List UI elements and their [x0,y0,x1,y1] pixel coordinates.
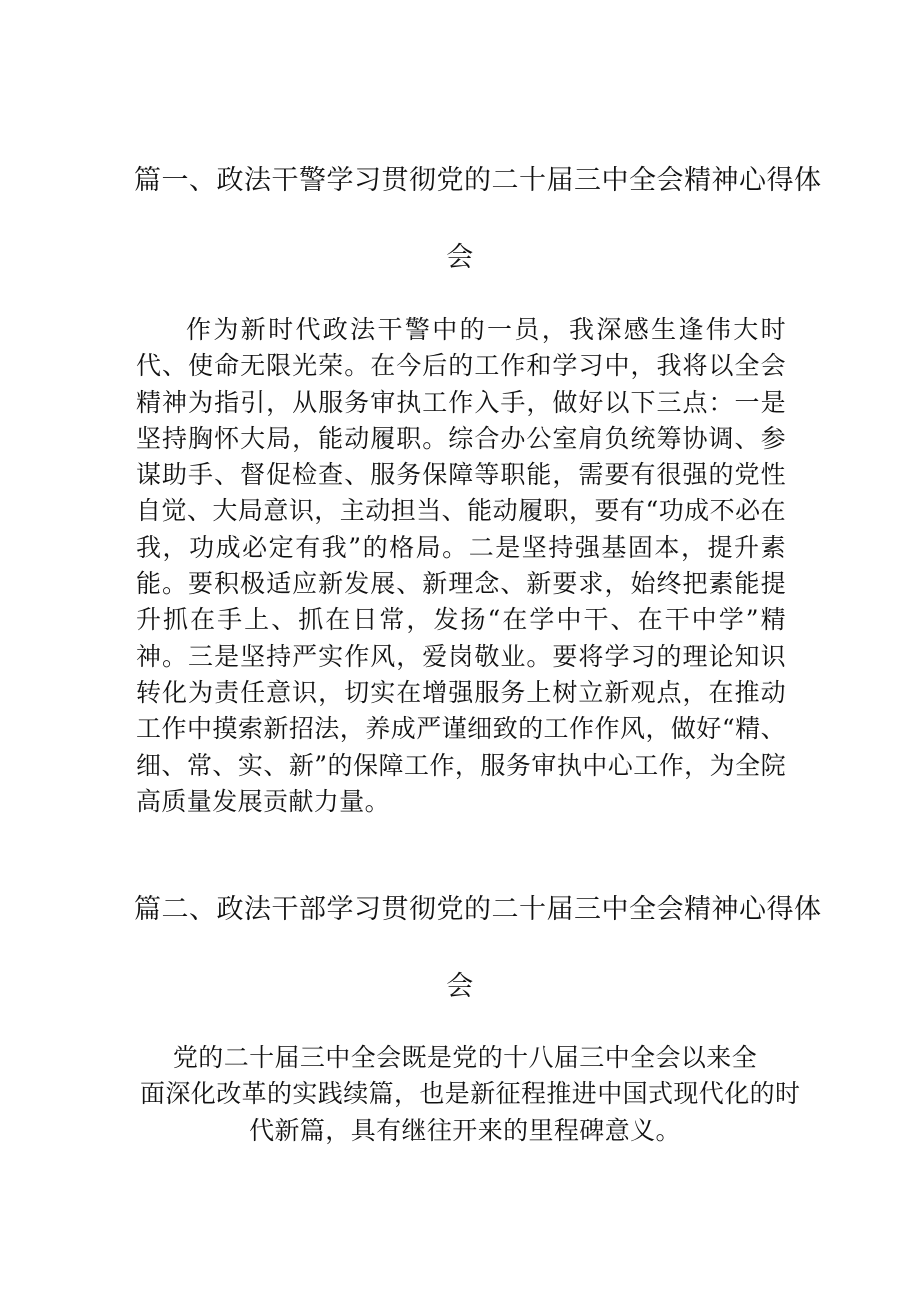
section-2-paragraph-line: 面深化改革的实践续篇，也是新征程推进中国式现代化的时 [140,1079,801,1109]
section-2-paragraph [140,1040,801,1149]
section-1-heading [120,158,822,274]
section-2-heading-line2: 会 [446,971,474,1002]
section-1-paragraph: 作为新时代政法干警中的一员，我深感生逢伟大时代、使命无限光荣。在今后的工作和学习中，我将以全会精神为指引，从服务审执工作入手，做好以下三点：一是坚持胸怀大局，能动履职。综合办公室肩负统筹协调、参谋助手、督促检查、服务保障等职能，需要有很强的党性自觉、大局意识，主动担当、能动履职，要有“功成不必在我，功成必定有我”的格局。二是坚持强基固本，提升素能。要积极适应新发展、新理念、新要求，始终把素能提升抓在手上、抓在日常，发扬“在学中干、在干中学”精神。三是坚持严实作风，爱岗敬业。要将学习的理论知识转化为责任意识，切实在增强服务上树立新观点，在推动工作中摸索新招法，养成严谨细致的工作作风，做好“精、细、常、实、新”的保障工作，服务审执中心工作，为全院高质量发展贡献力量。 [136,315,786,816]
section-1-heading-line2: 会 [446,242,474,273]
section-2-heading-line1: 篇二、政法干部学习贯彻党的二十届三中全会精神心得体 [134,894,822,925]
section-1-heading-line1: 篇一、政法干警学习贯彻党的二十届三中全会精神心得体 [134,165,822,196]
section-2-paragraph-line: 党的二十届三中全会既是党的十八届三中全会以来全 [172,1043,758,1072]
section-2-heading [120,887,822,1003]
section-2-paragraph-line: 代新篇，具有继往开来的里程碑意义。 [249,1115,681,1145]
